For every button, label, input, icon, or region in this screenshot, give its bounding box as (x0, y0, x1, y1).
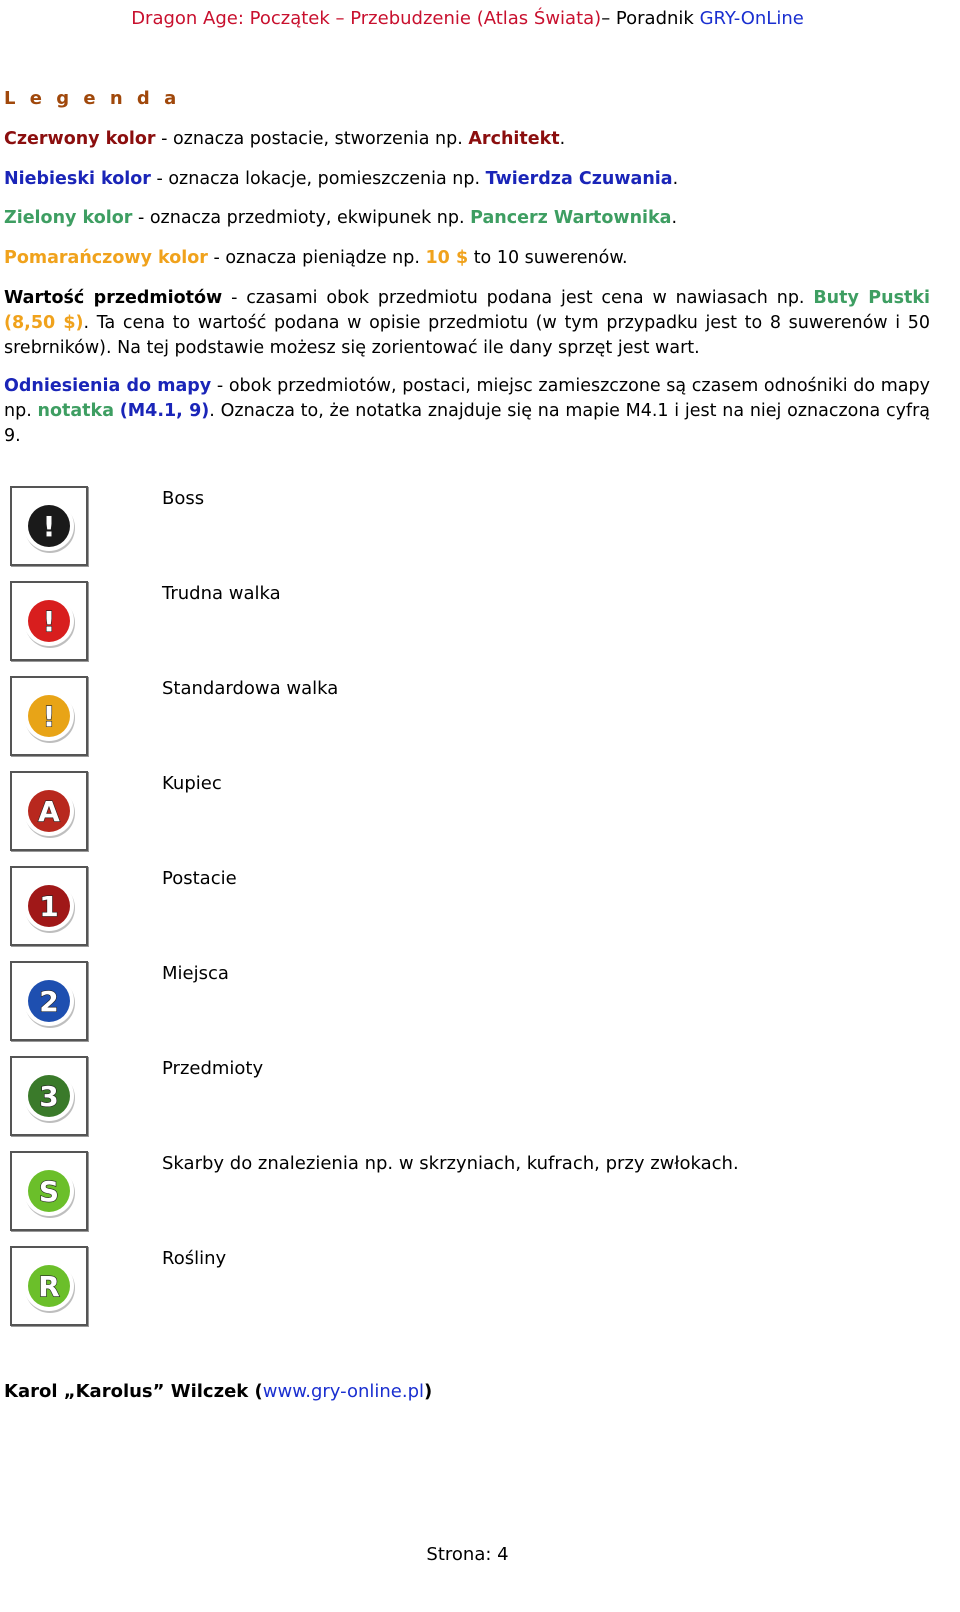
treasures-label: Skarby do znalezienia np. w skrzyniach, kufrach, przy zwłokach. (162, 1153, 739, 1174)
value-desc: - czasami obok przedmiotu podana jest cena w nawiasach np. (222, 288, 814, 308)
legend-orange-line (4, 246, 930, 271)
map-desc2: . Oznacza to, że notatka znajduje się na mapie M4.1 i jest na niej oznaczona cyfrą 9. (4, 401, 931, 446)
map-label: Odniesienia do mapy (4, 376, 212, 396)
icon-legend-row-hard-fight (10, 581, 910, 661)
svg-text:2: 2 (39, 985, 59, 1018)
header-separator: – Poradnik (601, 8, 700, 29)
orange-desc: - oznacza pieniądze np. (207, 248, 426, 268)
legend-red-line (4, 127, 930, 152)
page-header (0, 8, 935, 29)
characters-icon (10, 866, 88, 946)
blue-end: . (672, 169, 679, 189)
blue-desc: - oznacza lokacje, pomieszczenia np. (150, 169, 486, 189)
standard-fight-icon (10, 676, 88, 756)
red-desc: - oznacza postacie, stworzenia np. (155, 129, 469, 149)
legend-blue-line (4, 167, 930, 192)
svg-text:A: A (38, 795, 60, 828)
standard-fight-label: Standardowa walka (162, 678, 339, 699)
hard-fight-label: Trudna walka (162, 583, 281, 604)
plants-icon (10, 1246, 88, 1326)
guide-title: Dragon Age: Początek – Przebudzenie (Atlas Świata) (131, 8, 602, 29)
plants-label: Rośliny (162, 1248, 227, 1269)
author-name: Karol „Karolus” Wilczek ( (4, 1381, 263, 1402)
icon-legend-row-merchant (10, 771, 910, 851)
orange-end: to 10 suwerenów. (468, 248, 628, 268)
value-label: Wartość przedmiotów (4, 288, 223, 308)
svg-text:!: ! (42, 510, 56, 543)
map-ref: (M4.1, 9) (119, 401, 210, 421)
treasures-icon (10, 1151, 88, 1231)
map-item: notatka (37, 401, 114, 421)
green-label: Zielony kolor (4, 208, 133, 228)
boss-label: Boss (162, 488, 205, 509)
svg-text:3: 3 (39, 1080, 59, 1113)
merchant-icon (10, 771, 88, 851)
value-price: (8,50 $) (4, 313, 84, 333)
boss-icon (10, 486, 88, 566)
green-desc: - oznacza przedmioty, ekwipunek np. (132, 208, 471, 228)
red-label: Czerwony kolor (4, 129, 156, 149)
red-example: Architekt (468, 129, 560, 149)
blue-example: Twierdza Czuwania (485, 169, 673, 189)
value-item: Buty Pustki (813, 288, 930, 308)
legend-heading: L e g e n d a (4, 88, 181, 109)
hard-fight-icon (10, 581, 88, 661)
value-desc2: . Ta cena to wartość podana w opisie przedmiotu (w tym przypadku jest to 8 suwerenów i 50 srebrników). Na tej podstawie możesz się zorientować ile dany sprzęt jest wart. (4, 313, 930, 358)
icon-legend-row-characters (10, 866, 910, 946)
author-end: ) (424, 1381, 433, 1402)
author-line (4, 1381, 432, 1402)
svg-text:S: S (38, 1175, 60, 1208)
orange-label: Pomarańczowy kolor (4, 248, 208, 268)
legend-map-paragraph (4, 374, 930, 449)
orange-example: 10 $ (425, 248, 469, 268)
red-end: . (559, 129, 566, 149)
map-desc: - obok przedmiotów, postaci, miejsc zamieszczone są czasem odnośniki do mapy np. (4, 376, 930, 421)
svg-text:!: ! (42, 700, 56, 733)
items-icon (10, 1056, 88, 1136)
icon-legend-row-items (10, 1056, 910, 1136)
characters-label: Postacie (162, 868, 237, 889)
svg-text:!: ! (42, 605, 56, 638)
green-example: Pancerz Wartownika (470, 208, 672, 228)
legend-value-paragraph (4, 286, 930, 361)
icon-legend-row-standard-fight (10, 676, 910, 756)
icon-legend-row-boss (10, 486, 910, 566)
svg-text:R: R (38, 1270, 60, 1303)
icon-legend-row-places (10, 961, 910, 1041)
site-name-link[interactable]: GRY-OnLine (699, 8, 804, 29)
places-icon (10, 961, 88, 1041)
legend-green-line (4, 206, 930, 231)
author-site-link[interactable]: www.gry-online.pl (262, 1381, 425, 1402)
places-label: Miejsca (162, 963, 229, 984)
icon-legend-row-treasures (10, 1151, 910, 1231)
icon-legend-row-plants (10, 1246, 910, 1326)
page-number: Strona: 4 (426, 1544, 509, 1565)
green-end: . (671, 208, 678, 228)
items-label: Przedmioty (162, 1058, 264, 1079)
blue-label: Niebieski kolor (4, 169, 151, 189)
merchant-label: Kupiec (162, 773, 222, 794)
svg-text:1: 1 (39, 890, 59, 923)
